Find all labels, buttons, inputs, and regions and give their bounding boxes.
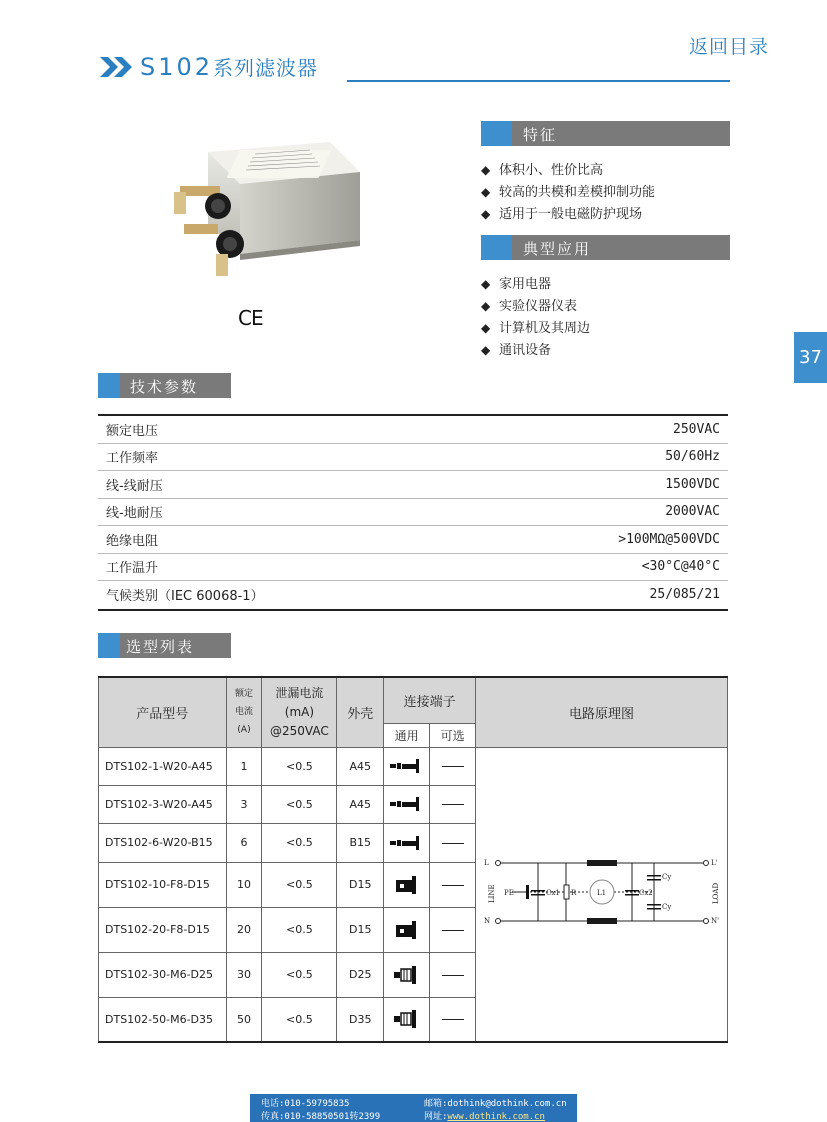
dash-mark [442,885,464,886]
website-link[interactable]: www.dothink.com.cn [447,1112,545,1122]
spec-value: <30°C@40°C [641,559,720,575]
diamond-bullet-icon: ◆ [481,185,491,199]
page-number-tab: 37 [794,332,827,383]
leakage-cell: <0.5 [262,785,337,823]
terminal-general-cell [384,907,430,952]
ce-mark: CE [238,306,263,330]
circuit-diagram-cell [476,747,728,1042]
dash-mark [442,975,464,976]
model-cell: DTS102-20-F8-D15 [99,907,227,952]
features-heading [481,121,730,146]
terminal-general-cell [384,862,430,907]
selection-heading [98,633,231,658]
case-cell: D25 [337,952,384,997]
heading-accent-bar [98,633,120,658]
terminal-header: 连接端子 [384,677,476,723]
feature-text: 体积小、性价比高 [499,163,604,178]
case-cell: D35 [337,997,384,1042]
spec-label: 工作频率 [106,451,159,467]
table-row [98,526,728,554]
case-header: 外壳 [337,677,384,747]
wire-terminal-icon [390,796,424,812]
diamond-bullet-icon: ◆ [481,207,491,221]
dash-mark [442,804,464,805]
applications-list [481,273,590,361]
diamond-bullet-icon: ◆ [481,277,491,291]
filter-product-photo [160,132,370,292]
contact-footer [250,1094,577,1122]
terminal-optional-cell [430,747,476,785]
current-cell: 20 [226,907,262,952]
model-cell: DTS102-50-M6-D35 [99,997,227,1042]
model-cell: DTS102-3-W20-A45 [99,785,227,823]
spec-label: 工作温升 [106,561,159,577]
applications-heading-label: 典型应用 [523,240,592,258]
terminal-optional-cell [430,785,476,823]
circuit-label-cy1: Cy [661,873,671,882]
circuit-header: 电路原理图 [476,677,728,747]
application-text: 家用电器 [499,277,552,292]
title-underline [347,80,730,82]
table-row [98,416,728,444]
heading-accent-bar [481,235,512,260]
feature-text: 适用于一般电磁防护现场 [499,207,643,222]
terminal-general-cell [384,997,430,1042]
terminal-optional-cell [430,997,476,1042]
terminal-optional-header: 可选 [430,723,476,747]
model-cell: DTS102-6-W20-B15 [99,823,227,862]
terminal-general-header: 通用 [384,723,430,747]
title-suffix: 系列滤波器 [213,56,319,80]
list-item [481,203,655,225]
list-item [481,339,590,361]
terminal-general-cell [384,747,430,785]
table-row [98,581,728,609]
terminal-general-cell [384,952,430,997]
table-row [98,444,728,472]
page-title [140,52,318,81]
diamond-bullet-icon: ◆ [481,299,491,313]
terminal-optional-cell [430,952,476,997]
application-text: 计算机及其周边 [499,321,591,336]
selection-table [98,676,728,1043]
current-cell: 50 [226,997,262,1042]
spec-value: >100MΩ@500VDC [618,531,720,547]
circuit-label-pe: PE [503,889,514,898]
list-item [481,273,590,295]
leakage-cell: <0.5 [262,862,337,907]
dash-mark [442,1019,464,1020]
list-item [481,295,590,317]
selection-heading-label: 选型列表 [126,638,195,656]
spec-value: 250VAC [673,421,720,437]
terminal-general-cell [384,785,430,823]
leakage-cell: <0.5 [262,823,337,862]
rated-current-header: 额定 电流 (A) [226,677,262,747]
list-item [481,159,655,181]
leakage-cell: <0.5 [262,952,337,997]
leakage-cell: <0.5 [262,997,337,1042]
current-cell: 6 [226,823,262,862]
application-text: 实验仪器仪表 [499,299,578,314]
features-heading-label: 特征 [523,126,558,144]
circuit-label-r: R [570,889,576,898]
footer-web-label: 网址: [424,1112,448,1122]
model-cell: DTS102-1-W20-A45 [99,747,227,785]
case-cell: A45 [337,747,384,785]
spec-label: 线-线耐压 [106,478,163,494]
applications-heading [481,235,730,260]
list-item [481,181,655,203]
leakage-cell: <0.5 [262,907,337,952]
model-cell: DTS102-30-M6-D25 [99,952,227,997]
table-row [99,747,728,785]
dash-mark [442,930,464,931]
screw-terminal-icon [392,1008,422,1030]
leakage-cell: <0.5 [262,747,337,785]
diamond-bullet-icon: ◆ [481,321,491,335]
circuit-label-cy2: Cy [661,903,671,912]
title-series: S102 [140,53,214,81]
dash-mark [442,766,464,767]
circuit-label-l-out: L' [710,859,718,868]
terminal-general-cell [384,823,430,862]
wire-terminal-icon [390,758,424,774]
circuit-label-n-out: N' [710,917,719,926]
footer-web [424,1109,545,1122]
terminal-optional-cell [430,862,476,907]
tech-params-heading-label: 技术参数 [130,378,199,396]
features-list [481,159,655,225]
spec-label: 线-地耐压 [106,506,163,522]
circuit-label-l: L [483,859,489,868]
heading-accent-bar [481,121,512,146]
terminal-optional-cell [430,907,476,952]
circuit-label-l1: L1 [596,889,606,898]
circuit-label-cx1: Cx1 [545,889,560,898]
table-row [98,499,728,527]
circuit-label-n: N [483,917,490,926]
list-item [481,317,590,339]
circuit-label-cx2: Cx2 [638,889,653,898]
return-to-contents-link[interactable]: 返回目录 [689,36,770,58]
feature-text: 较高的共模和差模抑制功能 [499,185,656,200]
wire-terminal-icon [390,835,424,851]
spec-value: 25/085/21 [649,587,720,603]
current-cell: 1 [226,747,262,785]
model-header: 产品型号 [99,677,227,747]
circuit-label-load: LOAD [711,883,720,905]
application-text: 通讯设备 [499,343,552,358]
diamond-bullet-icon: ◆ [481,163,491,177]
footer-fax: 传真:010-58850501转2399 [261,1112,381,1122]
case-cell: D15 [337,862,384,907]
model-cell: DTS102-10-F8-D15 [99,862,227,907]
screw-terminal-icon [392,964,422,986]
spec-label: 气候类别（IEC 60068-1） [106,589,264,605]
spec-value: 50/60Hz [665,449,720,465]
current-cell: 10 [226,862,262,907]
current-cell: 3 [226,785,262,823]
table-row [98,554,728,582]
footer-phone: 电话:010-59795835 [261,1099,350,1109]
case-cell: B15 [337,823,384,862]
fast-on-terminal-icon [392,919,422,941]
current-cell: 30 [226,952,262,997]
diamond-bullet-icon: ◆ [481,343,491,357]
spec-label: 绝缘电阻 [106,533,159,549]
circuit-label-line: LINE [487,884,496,904]
terminal-optional-cell [430,823,476,862]
table-row [98,471,728,499]
fast-on-terminal-icon [392,874,422,896]
dash-mark [442,843,464,844]
case-cell: A45 [337,785,384,823]
spec-label: 额定电压 [106,423,159,439]
circuit-schematic [482,849,722,939]
leakage-header: 泄漏电流 (mA) @250VAC [262,677,337,747]
tech-params-table [98,414,728,611]
tech-params-heading [98,373,231,398]
double-chevron-icon [100,55,136,79]
footer-email[interactable]: 邮箱:dothink@dothink.com.cn [424,1099,567,1109]
spec-value: 1500VDC [665,476,720,492]
spec-value: 2000VAC [665,504,720,520]
case-cell: D15 [337,907,384,952]
heading-accent-bar [98,373,120,398]
